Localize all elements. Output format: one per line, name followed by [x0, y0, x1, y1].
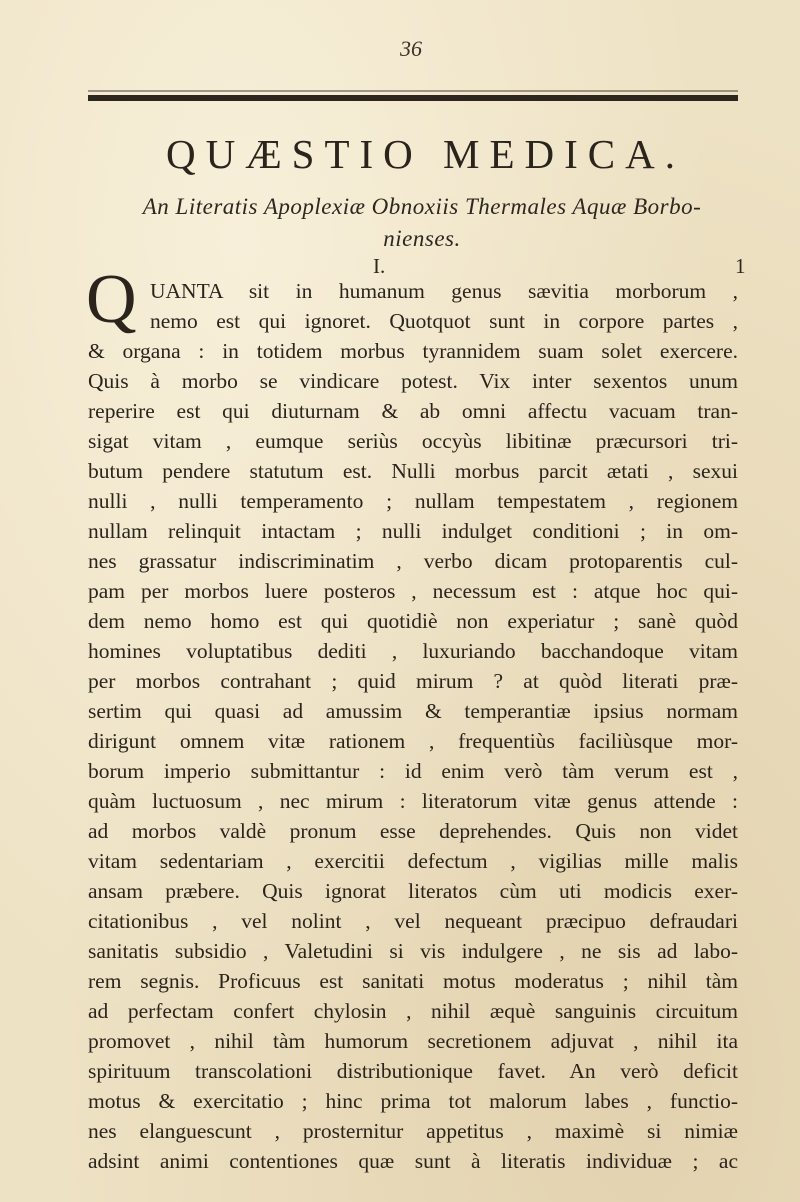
body-text	[88, 276, 738, 1176]
text-line: pam per morbos luere posteros , necessum est : atque hoc qui-	[88, 579, 738, 603]
text-line: ad perfectam confert chylosin , nihil æquè sanguinis circuitum	[88, 999, 738, 1023]
drop-cap: Q	[86, 261, 137, 338]
text-line: UANTA sit in humanum genus sævitia morborum ,	[150, 279, 738, 303]
text-line: rem segnis. Proficuus est sanitati motus moderatus ; nihil tàm	[88, 969, 738, 993]
text-line: dirigunt omnem vitæ rationem , frequentiùs faciliùsque mor-	[88, 729, 738, 753]
text-line: promovet , nihil tàm humorum secretionem adjuvat , nihil ita	[88, 1029, 738, 1053]
subtitle	[112, 191, 732, 255]
text-line: nullam relinquit intactam ; nulli indulget conditioni ; in om-	[88, 519, 738, 543]
text-line: ansam præbere. Quis ignorat literatos cùm uti modicis exer-	[88, 879, 738, 903]
header-rule	[88, 95, 738, 101]
page-number: 36	[400, 36, 422, 61]
text-line: vitam sedentariam , exercitii defectum , vigilias mille malis	[88, 849, 738, 873]
text-line: sanitatis subsidio , Valetudini si vis indulgere , ne sis ad labo-	[88, 939, 738, 963]
page-title: QUÆSTIO MEDICA.	[166, 131, 685, 177]
text-line: butum pendere statutum est. Nulli morbus parcit ætati , sexui	[88, 459, 738, 483]
text-line: nulli , nulli temperamento ; nullam tempestatem , regionem	[88, 489, 738, 513]
text-line: dem nemo homo est qui quotidiè non experiatur ; sanè quòd	[88, 609, 738, 633]
text-line: adsint animi contentiones quæ sunt à literatis individuæ ; ac	[88, 1149, 738, 1173]
text-line: per morbos contrahant ; quid mirum ? at quòd literati præ-	[88, 669, 738, 693]
text-line: nemo est qui ignoret. Quotquot sunt in corpore partes ,	[150, 309, 738, 333]
section-number: I.	[373, 254, 386, 278]
text-line: nes elanguescunt , prosternitur appetitus , maximè si nimiæ	[88, 1119, 738, 1143]
subtitle-line: nienses.	[383, 226, 461, 251]
text-line: motus & exercitatio ; hinc prima tot malorum labes , functio-	[88, 1089, 738, 1113]
text-line: borum imperio submittantur : id enim verò tàm verum est ,	[88, 759, 738, 783]
margin-mark: 1	[735, 254, 746, 278]
text-line: Quis à morbo se vindicare potest. Vix inter sexentos unum	[88, 369, 738, 393]
text-line: quàm luctuosum , nec mirum : literatorum vitæ genus attende :	[88, 789, 738, 813]
text-line: homines voluptatibus dediti , luxuriando bacchandoque vitam	[88, 639, 738, 663]
text-line: sigat vitam , eumque seriùs occyùs libitinæ præcursori tri-	[88, 429, 738, 453]
subtitle-line: An Literatis Apoplexiæ Obnoxiis Thermales Aquæ Borbo-	[142, 194, 702, 219]
text-line: citationibus , vel nolint , vel nequeant præcipuo defraudari	[88, 909, 738, 933]
text-line: ad morbos valdè pronum esse deprehendes. Quis non videt	[88, 819, 738, 843]
text-line: & organa : in totidem morbus tyrannidem suam solet exercere.	[88, 339, 738, 363]
text-line: nes grassatur indiscriminatim , verbo dicam protoparentis cul-	[88, 549, 738, 573]
text-line: sertim qui quasi ad amussim & temperantiæ ipsius normam	[88, 699, 738, 723]
text-line: reperire est qui diuturnam & ab omni affectu vacuam tran-	[88, 399, 738, 423]
text-line: spirituum transcolationi distributionique favet. An verò deficit	[88, 1059, 738, 1083]
